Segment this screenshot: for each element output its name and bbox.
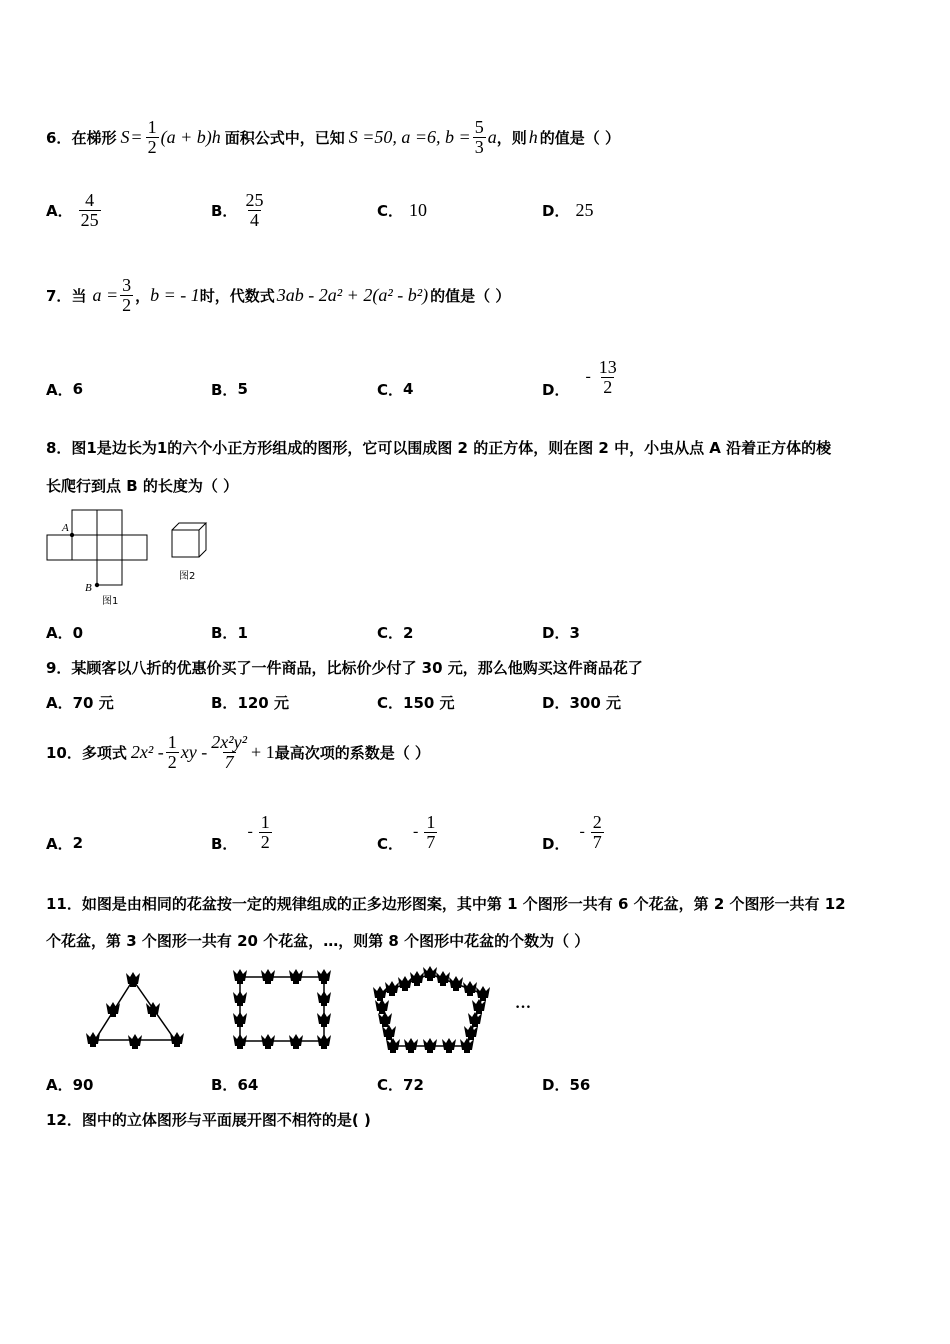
point-a-label: A	[62, 522, 69, 534]
question-7-stem: 7． 当 a = $\frac{3}{2}$ ， b = - 1 时，代数式 3ab - 2a² + 2(a² - b²) 的值是（ ）	[46, 274, 511, 315]
question-9-stem: 9．某顾客以八折的优惠价买了一件商品，比标价少付了 30 元，那么他购买这件商品花了	[46, 659, 643, 677]
triangle-pattern	[86, 972, 184, 1049]
option-d[interactable]: D．300 元	[542, 694, 621, 712]
option-b[interactable]: B．120 元	[211, 694, 289, 712]
option-b[interactable]: B． - $\frac{1}{2}$	[211, 811, 270, 853]
net-square-mid-1	[47, 535, 72, 560]
net-square-mid-2	[72, 535, 97, 560]
option-c[interactable]: C．2	[377, 624, 414, 642]
net-square-mid-3	[97, 535, 122, 560]
cube-front-face	[172, 530, 199, 557]
question-6-stem: 6． 在梯形 S = $\frac{1}{2}$ (a + b)h 面积公式中，已知 S =50, a =6, b = $\frac{5}{3}$ a ，则 h 的值是（ ）	[46, 116, 620, 157]
pentagon-pattern	[373, 966, 490, 1053]
cube-net-figure	[40, 505, 220, 610]
figure-2-caption: 图2	[179, 571, 196, 582]
option-a[interactable]: A．90	[46, 1076, 94, 1094]
fraction-one-half: $\frac{1}{2}$	[147, 116, 157, 157]
option-d[interactable]: D．56	[542, 1076, 591, 1094]
net-square-top-2	[97, 510, 122, 535]
option-b[interactable]: B． $\frac{25}{4}$	[211, 189, 264, 230]
option-c[interactable]: C． 4	[377, 380, 414, 399]
cube-top-face	[172, 523, 206, 530]
question-10-stem: 10． 多项式 2x² - $\frac{1}{2}$ xy - $\frac{\text{2x²y²}}{7}$ + 1 最高次项的系数是（ ）	[46, 731, 430, 772]
fraction-five-thirds: $\frac{5}{3}$	[474, 116, 484, 157]
flowerpot-patterns-figure	[75, 962, 555, 1062]
question-8-line-2: 长爬行到点 B 的长度为（ ）	[46, 477, 239, 495]
option-a[interactable]: A． 2	[46, 834, 84, 853]
figure-1-caption: 图1	[102, 596, 119, 607]
net-square-mid-4	[122, 535, 147, 560]
question-12-stem: 12．图中的立体图形与平面展开图不相符的是( )	[46, 1111, 371, 1129]
option-b[interactable]: B．1	[211, 624, 248, 642]
point-b-label: B	[85, 582, 92, 594]
question-8-line-1: 8．图1是边长为1的六个小正方形组成的图形，它可以围成图 2 的正方体，则在图 2 中，小虫从点 A 沿着正方体的棱	[46, 439, 832, 457]
question-number: 6．	[46, 128, 72, 147]
option-c[interactable]: C． - $\frac{1}{7}$	[377, 811, 436, 853]
point-a-dot	[70, 533, 74, 537]
option-c[interactable]: C．150 元	[377, 694, 455, 712]
option-b[interactable]: B． 5	[211, 380, 248, 399]
option-a[interactable]: A． $\frac{4}{25}$	[46, 189, 99, 230]
pattern-ellipsis: …	[515, 995, 531, 1012]
option-b[interactable]: B．64	[211, 1076, 259, 1094]
cube-side-face	[199, 523, 206, 557]
square-pattern	[233, 969, 331, 1049]
option-c[interactable]: C． 10	[377, 199, 428, 220]
option-a[interactable]: A．0	[46, 624, 84, 642]
option-d[interactable]: D．3	[542, 624, 580, 642]
option-a[interactable]: A．70 元	[46, 694, 114, 712]
question-11-line-1: 11．如图是由相同的花盆按一定的规律组成的正多边形图案，其中第 1 个图形一共有 6 个花盆，第 2 个图形一共有 12	[46, 895, 846, 913]
option-c[interactable]: C．72	[377, 1076, 424, 1094]
option-d[interactable]: D． - $\frac{13}{2}$	[542, 356, 617, 399]
option-a[interactable]: A． 6	[46, 380, 84, 399]
net-square-top-1	[72, 510, 97, 535]
option-d[interactable]: D． 25	[542, 199, 594, 220]
option-d[interactable]: D． - $\frac{2}{7}$	[542, 811, 602, 853]
point-b-dot	[95, 583, 99, 587]
net-square-bottom	[97, 560, 122, 585]
question-11-line-2: 个花盆，第 3 个图形一共有 20 个花盆，…，则第 8 个图形中花盆的个数为（ ）	[46, 932, 590, 950]
